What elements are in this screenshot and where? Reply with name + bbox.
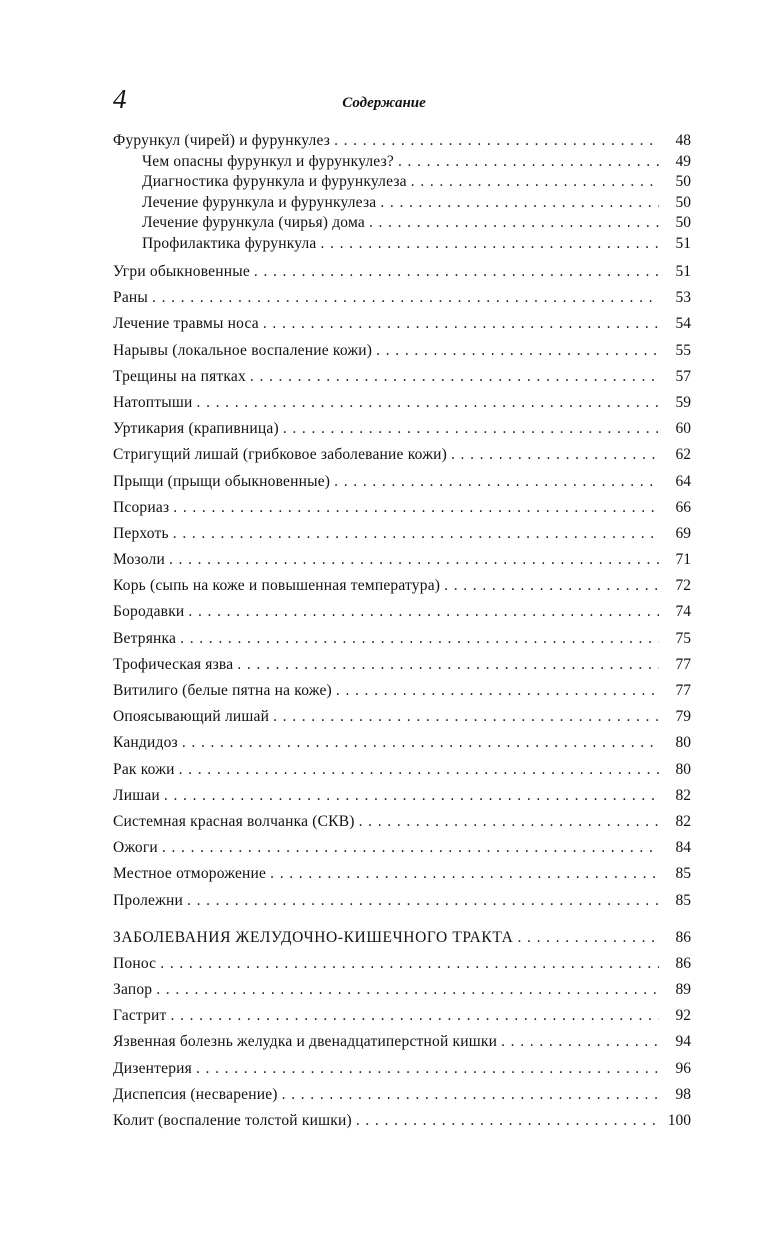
dot-leader bbox=[254, 259, 659, 285]
dot-leader bbox=[173, 521, 659, 547]
toc-entry-title: Системная красная волчанка (СКВ) bbox=[113, 812, 355, 830]
dot-leader bbox=[164, 783, 659, 809]
toc-entry[interactable] bbox=[113, 809, 691, 835]
toc-entry[interactable] bbox=[113, 311, 691, 337]
toc-entry-title: Ожоги bbox=[113, 839, 158, 857]
dot-leader bbox=[263, 311, 659, 337]
toc-entry-page: 69 bbox=[675, 524, 691, 542]
toc-entry-page: 85 bbox=[675, 891, 691, 909]
toc-subentry[interactable] bbox=[113, 152, 691, 173]
toc-entry-page: 50 bbox=[675, 193, 691, 211]
dot-leader bbox=[398, 152, 659, 173]
dot-leader bbox=[320, 234, 659, 255]
toc-entry[interactable] bbox=[113, 888, 691, 914]
toc-entry-page: 55 bbox=[675, 341, 691, 359]
toc-entry-page: 74 bbox=[675, 603, 691, 621]
table-of-contents bbox=[113, 131, 691, 1134]
dot-leader bbox=[282, 1082, 659, 1108]
toc-entry-title: Бородавки bbox=[113, 603, 185, 621]
toc-entry-page: 82 bbox=[675, 812, 691, 830]
toc-entry-page: 50 bbox=[675, 214, 691, 231]
toc-entry-title: Лечение фурункула (чирья) дома bbox=[142, 214, 365, 231]
toc-entry-title: Диагностика фурункула и фурункулеза bbox=[142, 173, 407, 190]
toc-entry[interactable] bbox=[113, 652, 691, 678]
toc-entry[interactable] bbox=[113, 951, 691, 977]
toc-entry-title: Пролежни bbox=[113, 891, 184, 909]
toc-entry-page: 86 bbox=[675, 954, 691, 972]
toc-entry[interactable] bbox=[113, 259, 691, 285]
toc-entry[interactable] bbox=[113, 599, 691, 625]
toc-entry-title: Трофическая язва bbox=[113, 655, 234, 673]
toc-entry[interactable] bbox=[113, 861, 691, 887]
toc-entry-page: 59 bbox=[675, 393, 691, 411]
dot-leader bbox=[250, 364, 659, 390]
toc-entry[interactable] bbox=[113, 1082, 691, 1108]
dot-leader bbox=[237, 652, 659, 678]
toc-entry-title: Местное отморожение bbox=[113, 865, 267, 883]
dot-leader bbox=[451, 442, 659, 468]
toc-entry-page: 80 bbox=[675, 760, 691, 778]
running-head: Содержание bbox=[342, 95, 426, 111]
dot-leader bbox=[369, 213, 659, 234]
toc-entry-title: Лишаи bbox=[113, 786, 160, 804]
toc-entry-page: 49 bbox=[675, 152, 691, 170]
toc-entry[interactable] bbox=[113, 285, 691, 311]
toc-entry-title: Раны bbox=[113, 289, 149, 307]
page-number: 4 bbox=[113, 84, 127, 114]
toc-entry-title: Дизентерия bbox=[113, 1059, 192, 1077]
dot-leader bbox=[187, 888, 659, 914]
toc-entry-title: Кандидоз bbox=[113, 734, 178, 752]
toc-entry[interactable] bbox=[113, 573, 691, 599]
toc-entry[interactable] bbox=[113, 977, 691, 1003]
toc-entry[interactable] bbox=[113, 416, 691, 442]
toc-entry-page: 75 bbox=[675, 629, 691, 647]
toc-entry[interactable] bbox=[113, 757, 691, 783]
dot-leader bbox=[196, 1056, 659, 1082]
toc-entry-title: Псориаз bbox=[113, 498, 170, 516]
toc-entry-page: 60 bbox=[675, 420, 691, 438]
dot-leader bbox=[169, 547, 659, 573]
toc-entry-title: Фурункул (чирей) и фурункулез bbox=[113, 132, 331, 149]
toc-entry-page: 66 bbox=[675, 498, 691, 516]
toc-entry-title: Корь (сыпь на коже и повышенная температура) bbox=[113, 577, 441, 595]
dot-leader bbox=[501, 1029, 659, 1055]
dot-leader bbox=[359, 809, 659, 835]
toc-entry-page: 89 bbox=[675, 981, 691, 999]
toc-entry[interactable] bbox=[113, 704, 691, 730]
toc-entry-title: Мозоли bbox=[113, 551, 165, 569]
toc-entry[interactable] bbox=[113, 1003, 691, 1029]
dot-leader bbox=[182, 730, 659, 756]
dot-leader bbox=[334, 131, 659, 152]
toc-entry-page: 84 bbox=[675, 839, 691, 857]
toc-entry-title: Витилиго (белые пятна на коже) bbox=[113, 682, 332, 699]
toc-entry-title: Уртикария (крапивница) bbox=[113, 420, 279, 438]
toc-entry[interactable] bbox=[113, 364, 691, 390]
dot-leader bbox=[156, 977, 659, 1003]
toc-entry[interactable] bbox=[113, 495, 691, 521]
toc-entry[interactable] bbox=[113, 730, 691, 756]
dot-leader bbox=[336, 678, 659, 704]
toc-entry[interactable] bbox=[113, 1108, 691, 1134]
toc-entry-page: 50 bbox=[675, 173, 691, 190]
dot-leader bbox=[171, 1003, 659, 1029]
dot-leader bbox=[160, 951, 659, 977]
toc-entry-page: 53 bbox=[675, 289, 691, 307]
toc-entry-title: Угри обыкновенные bbox=[113, 263, 250, 280]
dot-leader bbox=[444, 573, 659, 599]
toc-entry-title: Лечение травмы носа bbox=[113, 315, 259, 333]
toc-entry-page: 64 bbox=[675, 472, 691, 490]
toc-entry[interactable] bbox=[113, 547, 691, 573]
toc-entry-page: 92 bbox=[675, 1007, 691, 1025]
toc-entry-title: Понос bbox=[113, 954, 157, 972]
toc-entry[interactable] bbox=[113, 626, 691, 652]
toc-entry[interactable] bbox=[113, 1029, 691, 1055]
toc-entry-page: 100 bbox=[667, 1112, 691, 1129]
toc-entry-page: 51 bbox=[675, 263, 691, 280]
toc-entry[interactable] bbox=[113, 442, 691, 468]
toc-entry-page: 80 bbox=[675, 734, 691, 752]
dot-leader bbox=[197, 390, 659, 416]
toc-entry-page: 85 bbox=[675, 865, 691, 883]
toc-entry-page: 98 bbox=[675, 1085, 691, 1103]
toc-entry[interactable] bbox=[113, 469, 691, 495]
dot-leader bbox=[180, 626, 659, 652]
dot-leader bbox=[273, 704, 659, 730]
toc-entry-title: Рак кожи bbox=[113, 760, 175, 778]
toc-entry-title: Перхоть bbox=[113, 524, 169, 542]
toc-entry-page: 77 bbox=[675, 682, 691, 699]
dot-leader bbox=[152, 285, 659, 311]
toc-entry-title: Нарывы (локальное воспаление кожи) bbox=[113, 341, 373, 359]
dot-leader bbox=[380, 193, 659, 214]
toc-entry-title: Трещины на пятках bbox=[113, 367, 246, 385]
dot-leader bbox=[188, 599, 659, 625]
toc-entry-page: 48 bbox=[675, 132, 691, 149]
toc-entry-page: 54 bbox=[675, 315, 691, 333]
toc-entry[interactable] bbox=[113, 1056, 691, 1082]
toc-subentry[interactable] bbox=[113, 172, 691, 193]
dot-leader bbox=[517, 925, 659, 951]
toc-entry-page: 94 bbox=[675, 1033, 691, 1051]
toc-entry-title: Лечение фурункула и фурункулеза bbox=[142, 193, 377, 211]
toc-entry-page: 51 bbox=[675, 234, 691, 252]
toc-subentry[interactable] bbox=[113, 193, 691, 214]
dot-leader bbox=[376, 338, 659, 364]
dot-leader bbox=[334, 469, 659, 495]
toc-entry[interactable] bbox=[113, 678, 691, 704]
toc-entry-page: 86 bbox=[675, 928, 691, 946]
dot-leader bbox=[179, 757, 659, 783]
toc-entry-title: Чем опасны фурункул и фурункулез? bbox=[142, 152, 394, 170]
toc-entry-title: ЗАБОЛЕВАНИЯ ЖЕЛУДОЧНО-КИШЕЧНОГО ТРАКТА bbox=[113, 928, 514, 946]
dot-leader bbox=[411, 172, 659, 193]
toc-entry-title: Натоптыши bbox=[113, 393, 193, 411]
toc-entry-page: 82 bbox=[675, 786, 691, 804]
toc-entry-page: 79 bbox=[675, 708, 691, 726]
toc-entry-page: 96 bbox=[675, 1059, 691, 1077]
toc-entry-title: Прыщи (прыщи обыкновенные) bbox=[113, 472, 331, 490]
toc-entry-title: Гастрит bbox=[113, 1007, 167, 1025]
toc-entry-page: 57 bbox=[675, 367, 691, 385]
dot-leader bbox=[173, 495, 659, 521]
toc-entry[interactable] bbox=[113, 835, 691, 861]
toc-entry-title: Опоясывающий лишай bbox=[113, 708, 270, 726]
toc-entry-title: Стригущий лишай (грибковое заболевание кожи) bbox=[113, 446, 447, 464]
toc-entry-title: Ветрянка bbox=[113, 629, 177, 647]
toc-entry-page: 62 bbox=[675, 446, 691, 464]
toc-entry-page: 71 bbox=[675, 551, 691, 569]
dot-leader bbox=[356, 1108, 659, 1134]
dot-leader bbox=[283, 416, 659, 442]
toc-section-heading[interactable] bbox=[113, 925, 691, 951]
toc-entry[interactable] bbox=[113, 131, 691, 152]
toc-entry-page: 77 bbox=[675, 655, 691, 673]
toc-entry[interactable] bbox=[113, 338, 691, 364]
toc-entry[interactable] bbox=[113, 390, 691, 416]
toc-entry-title: Диспепсия (несварение) bbox=[113, 1085, 278, 1103]
toc-entry[interactable] bbox=[113, 521, 691, 547]
dot-leader bbox=[270, 861, 659, 887]
toc-entry-title: Запор bbox=[113, 981, 153, 999]
toc-entry-page: 72 bbox=[675, 577, 691, 595]
toc-entry[interactable] bbox=[113, 783, 691, 809]
toc-entry-title: Профилактика фурункула bbox=[142, 234, 317, 252]
toc-subentry[interactable] bbox=[113, 213, 691, 234]
toc-entry-title: Язвенная болезнь желудка и двенадцатиперстной кишки bbox=[113, 1033, 498, 1051]
dot-leader bbox=[162, 835, 659, 861]
toc-subentry[interactable] bbox=[113, 234, 691, 255]
toc-entry-title: Колит (воспаление толстой кишки) bbox=[113, 1112, 352, 1129]
